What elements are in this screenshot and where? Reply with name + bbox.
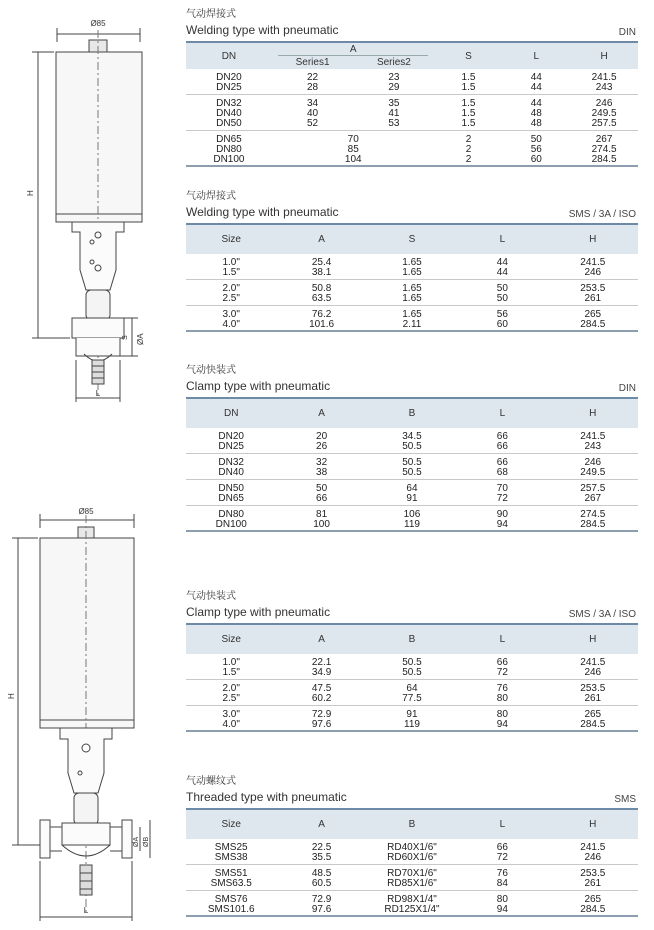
- diameter-label: Ø85: [90, 19, 106, 28]
- table-row: 3.0" 76.2 1.65 56 265: [222, 309, 602, 320]
- table-row: DN65 66 91 72 267: [186, 494, 638, 506]
- column-header: H: [570, 42, 638, 69]
- table-row: 1.5" 34.9 50.5 72 246: [186, 668, 638, 680]
- top-valve-drawing: [0, 0, 180, 410]
- spec-table: [186, 223, 638, 332]
- column-header: B: [367, 809, 457, 839]
- bottom-valve-drawing: [0, 505, 180, 930]
- section-title-en: Clamp type with pneumatic: [186, 605, 331, 619]
- section-clamp-sms: [186, 590, 638, 732]
- section-title-cn: 气动快装式: [186, 591, 236, 602]
- section-clamp-din: [186, 364, 638, 532]
- table-row: SMS51 48.5 RD70X1/6" 76 253.5: [214, 868, 606, 879]
- column-header: A: [276, 809, 366, 839]
- l-label-2: L: [83, 906, 89, 915]
- standard-label: SMS / 3A / ISO: [568, 209, 636, 220]
- table-row: DN25 26 50.5 66 243: [186, 442, 638, 454]
- table-row: 2.5" 60.2 77.5 80 261: [186, 694, 638, 706]
- column-header: A: [276, 224, 366, 254]
- column-header: L: [457, 398, 547, 428]
- diameter-label-2: Ø85: [78, 507, 94, 516]
- table-row: DN50 50 64 70 257.5: [218, 483, 606, 494]
- column-header: A: [272, 42, 435, 56]
- table-row: SMS101.6 97.6 RD125X1/4" 94 284.5: [186, 905, 638, 916]
- height-label-2: H: [7, 693, 16, 699]
- column-header: H: [548, 809, 638, 839]
- table-row: DN40 40 41 1.5 48 249.5: [216, 108, 617, 119]
- table-row: 3.0" 72.9 91 80 265: [222, 709, 602, 720]
- column-header: S: [367, 224, 457, 254]
- column-header: B: [367, 398, 457, 428]
- a-label-2: ØA: [133, 836, 140, 847]
- column-header: Size: [186, 809, 276, 839]
- table-row: SMS76 72.9 RD98X1/4" 80 265: [214, 894, 602, 905]
- table-row: 2.5" 63.5 1.65 50 261: [186, 294, 638, 306]
- section-title-en: Welding type with pneumatic: [186, 205, 339, 219]
- table-row: DN65 70 2 50 267: [216, 134, 613, 145]
- section-title-cn: 气动螺纹式: [186, 776, 236, 787]
- spec-table: [186, 397, 638, 532]
- standard-label: DIN: [618, 27, 636, 38]
- section-title-cn: 气动快装式: [186, 365, 236, 376]
- table-row: DN100 104 2 60 284.5: [186, 155, 638, 166]
- standard-label: DIN: [618, 383, 636, 394]
- table-row: DN100 100 119 94 284.5: [186, 520, 638, 531]
- table-row: 4.0" 97.6 119 94 284.5: [186, 720, 638, 731]
- section-title-cn: 气动焊接式: [186, 191, 236, 202]
- a-label: ØA: [136, 333, 145, 345]
- table-row: DN20 22 23 1.5 44 241.5: [216, 72, 617, 83]
- table-row: DN25 28 29 1.5 44 243: [186, 83, 638, 95]
- column-header: S: [435, 42, 503, 69]
- s-label: S: [122, 335, 129, 340]
- table-row: 1.0" 22.1 50.5 66 241.5: [222, 657, 606, 668]
- section-title-en: Clamp type with pneumatic: [186, 379, 331, 393]
- table-row: DN50 52 53 1.5 48 257.5: [186, 119, 638, 131]
- column-header: H: [548, 224, 638, 254]
- b-label-2: ØB: [143, 836, 150, 847]
- section-threaded-sms: [186, 775, 638, 917]
- column-subheader: Series1: [272, 56, 353, 69]
- column-header: H: [548, 624, 638, 654]
- spec-table: [186, 41, 638, 167]
- table-row: SMS63.5 60.5 RD85X1/6" 84 261: [186, 879, 638, 891]
- table-row: DN80 81 106 90 274.5: [218, 509, 606, 520]
- table-row: DN40 38 50.5 68 249.5: [186, 468, 638, 480]
- table-row: 2.0" 47.5 64 76 253.5: [222, 683, 606, 694]
- column-header: L: [502, 42, 570, 69]
- table-row: SMS38 35.5 RD60X1/6" 72 246: [186, 853, 638, 865]
- table-row: SMS25 22.5 RD40X1/6" 66 241.5: [214, 842, 606, 853]
- column-header: L: [457, 224, 547, 254]
- column-header: L: [457, 809, 547, 839]
- column-header: DN: [186, 398, 276, 428]
- section-title-cn: 气动焊接式: [186, 9, 236, 20]
- section-title-en: Welding type with pneumatic: [186, 23, 339, 37]
- table-row: DN32 32 50.5 66 246: [218, 457, 602, 468]
- column-header: A: [276, 624, 366, 654]
- column-header: A: [276, 398, 366, 428]
- column-header: L: [457, 624, 547, 654]
- height-label: H: [26, 190, 35, 196]
- table-row: DN20 20 34.5 66 241.5: [218, 431, 606, 442]
- section-welding-sms: [186, 190, 638, 332]
- table-row: DN32 34 35 1.5 44 246: [216, 98, 613, 109]
- table-row: 4.0" 101.6 2.11 60 284.5: [186, 320, 638, 331]
- spec-table: [186, 808, 638, 917]
- column-header: H: [548, 398, 638, 428]
- table-row: 1.0" 25.4 1.65 44 241.5: [222, 257, 606, 268]
- table-row: 2.0" 50.8 1.65 50 253.5: [222, 283, 606, 294]
- spec-table: [186, 623, 638, 732]
- l-label: L: [95, 389, 101, 398]
- column-header: Size: [186, 624, 276, 654]
- standard-label: SMS / 3A / ISO: [568, 609, 636, 620]
- standard-label: SMS: [614, 794, 636, 805]
- column-header: B: [367, 624, 457, 654]
- column-subheader: Series2: [353, 56, 434, 69]
- section-welding-din: [186, 8, 638, 167]
- column-header: DN: [186, 42, 272, 69]
- section-title-en: Threaded type with pneumatic: [186, 790, 347, 804]
- column-header: Size: [186, 224, 276, 254]
- table-row: 1.5" 38.1 1.65 44 246: [186, 268, 638, 280]
- table-row: DN80 85 2 56 274.5: [216, 144, 617, 155]
